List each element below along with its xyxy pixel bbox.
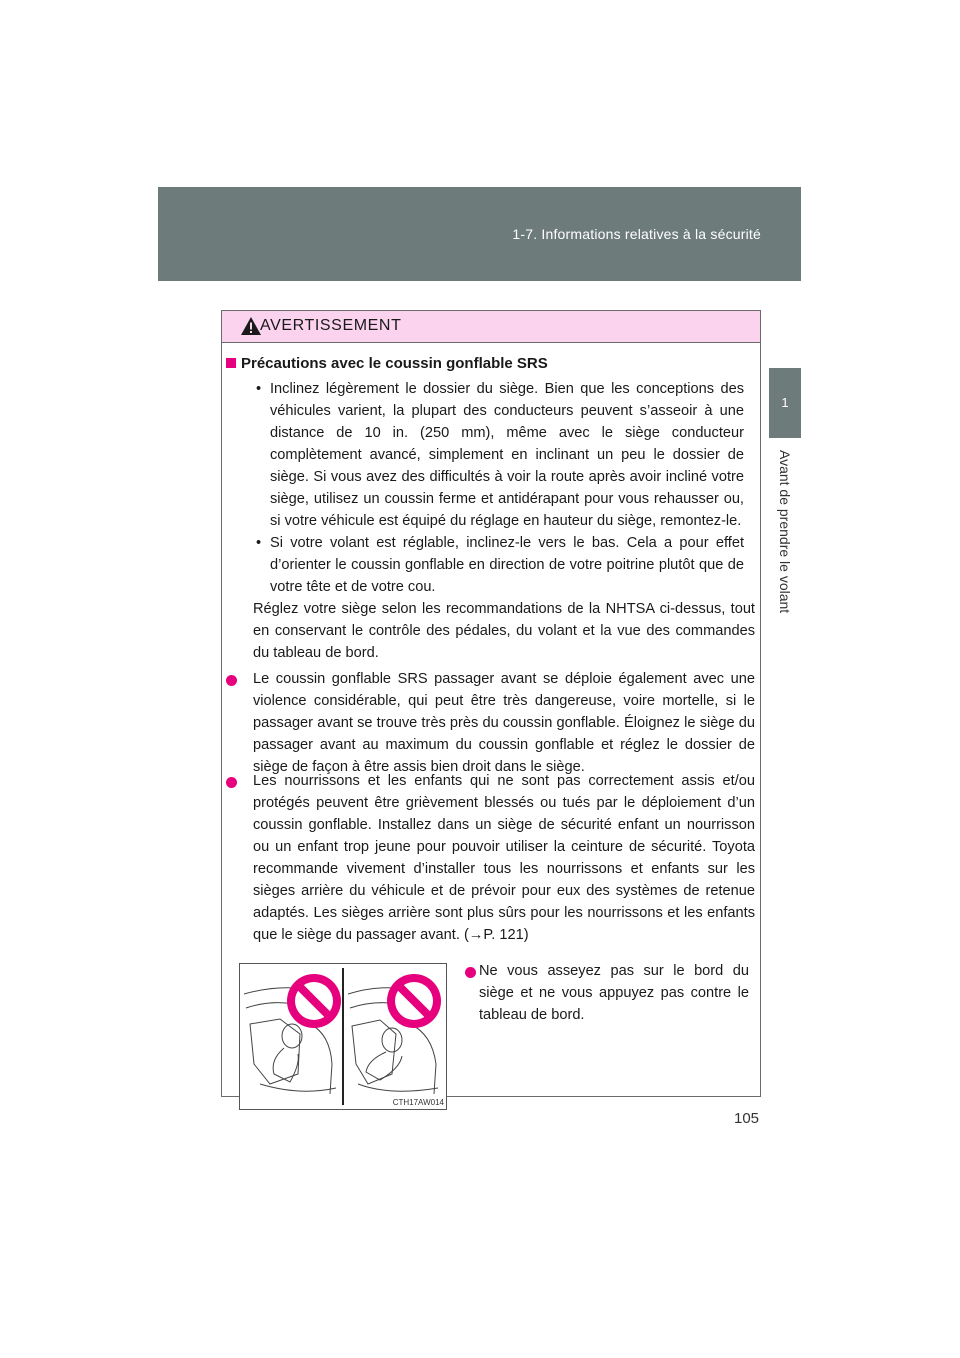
chapter-label: Avant de prendre le volant — [777, 450, 793, 614]
list-item-text: Inclinez légèrement le dossier du siège. Bien que les conceptions des véhicules varient, la plupart des conducteurs peuvent s’asseoir à une distance de 10 in. (250 mm), même avec le siège conducteur complètement avancé, simplement en inclinant un peu le dossier de siège. Si vous avez des difficultés à voir la route après avoir incliné votre siège, utilisez un coussin ferme et antidérapant pour vous rehausser ou, si votre véhicule est équipé du réglage en hauteur du siège, remontez-le. — [270, 381, 744, 529]
list-item — [226, 668, 755, 778]
section-title: 1-7. Informations relatives à la sécurité — [512, 226, 761, 242]
seating-illustration-image — [240, 964, 446, 1109]
circle-bullet-icon — [226, 673, 237, 691]
bullet-dot-icon: • — [256, 535, 262, 551]
seating-posture-illustration — [239, 963, 447, 1110]
list-item — [226, 770, 755, 946]
list-item-text: Si votre volant est réglable, inclinez-le vers le bas. Cela a pour effet d’orienter le coussin gonflable en direction de votre poitrine plutôt que de votre tête et de votre cou. — [270, 535, 744, 595]
warning-box — [221, 310, 761, 1107]
chapter-number: 1 — [781, 395, 789, 410]
list-item-text: Les nourrissons et les enfants qui ne sont pas correctement assis et/ou protégés peuvent être grièvement blessés ou tués par le déploiement d’un coussin gonflable. Installez dans un siège de sécurité enfant un nourrisson ou un enfant trop jeune pour pouvoir utiliser la ceinture de sécurité. Toyota recommande vivement d’installer tous les nourrissons et enfants sur les sièges arrière du véhicule et de prévoir pour eux des systèmes de retenue adaptés. Les sièges arrière sont plus sûrs pour les nourrissons et les enfants que le siège du passager avant. (→P. 121) — [253, 773, 755, 943]
paragraph: Réglez votre siège selon les recommandations de la NHTSA ci-dessus, tout en conservant le contrôle des pédales, du volant et la vue des commandes du tableau de bord. — [253, 601, 755, 661]
list-item — [256, 532, 744, 598]
list-item — [256, 378, 744, 532]
warning-header — [222, 311, 760, 343]
square-bullet-icon — [226, 358, 236, 368]
bullet-dot-icon: • — [256, 381, 262, 397]
list-item-text: Le coussin gonflable SRS passager avant se déploie également avec une violence considérable, qui peut être très dangereuse, voire mortelle, si le passager avant se trouve très près du coussin gonflable. Éloignez le siège du passager avant au maximum du coussin gonflable et réglez le dossier de siège de façon à être assis bien droit dans le siège. — [253, 671, 755, 775]
warning-title: AVERTISSEMENT — [260, 317, 402, 334]
section-heading — [226, 353, 756, 375]
illustration-caption: Ne vous asseyez pas sur le bord du siège et ne vous appuyez pas contre le tableau de bord. — [479, 963, 749, 1023]
section-header-band — [158, 187, 801, 281]
chapter-tab — [769, 368, 801, 438]
illustration-caption-item — [465, 960, 749, 1026]
circle-bullet-icon — [465, 965, 476, 983]
warning-triangle-icon — [240, 316, 262, 336]
page-number: 105 — [734, 1110, 760, 1127]
illustration-code: CTH17AW014 — [392, 1098, 444, 1107]
circle-bullet-icon — [226, 775, 237, 793]
section-heading-text: Précautions avec le coussin gonflable SRS — [241, 355, 548, 372]
